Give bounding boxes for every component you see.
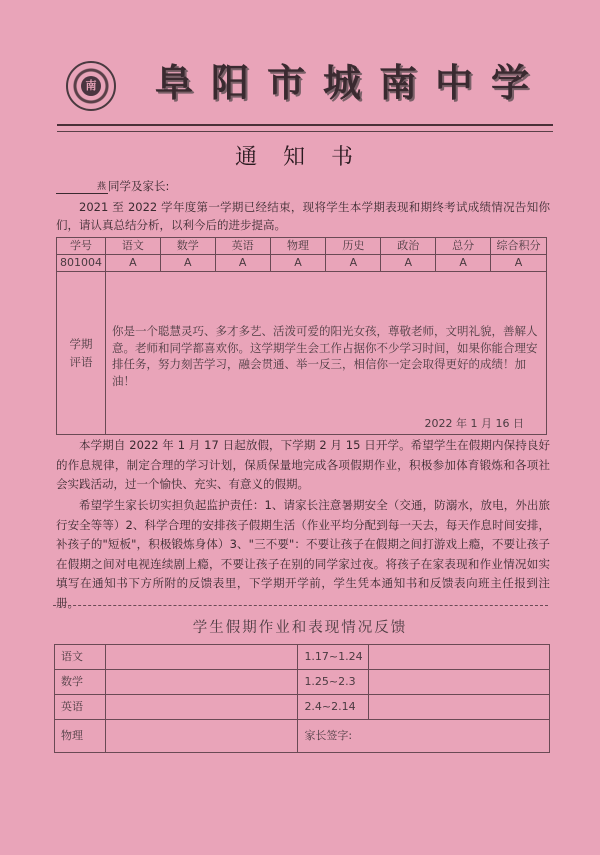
feedback-entry[interactable] (105, 720, 298, 753)
comment-label (57, 272, 106, 435)
document-title: 通知书 (234, 145, 379, 170)
greeting (56, 178, 169, 194)
feedback-entry[interactable] (369, 670, 550, 695)
school-name: 阜阳市城南中学 (155, 60, 548, 105)
header-cell: 历史 (326, 238, 381, 255)
feedback-subject: 英语 (55, 695, 106, 720)
parent-signature-field[interactable]: 家长签字: (298, 720, 550, 753)
feedback-row (55, 670, 550, 695)
comment-date: 2022 年 1 月 16 日 (424, 417, 524, 430)
grade-cell: A (270, 255, 326, 272)
grade-cell: A (215, 255, 270, 272)
grade-cell: A (160, 255, 215, 272)
header-cell: 综合积分 (491, 238, 547, 255)
grade-cell: A (326, 255, 381, 272)
parent-responsibility-paragraph: 希望学生家长切实担负起监护责任：1、请家长注意暑期安全（交通，防溺水，放电，外出旅行安全等等）2、科学合理的安排孩子假期生活（作业平均分配到每一天去，每天作息时间安排，补孩子的"短板"，积极锻炼身体）3、"三不要"：不要让孩子在假期之间打游戏上瘾，不要让孩子在假期之间对电视连续剧上瘾，不要让孩子在别的同学家过夜。将孩子在家表现和作业情况如实填写在通知书下方所附的反馈表里，下学期开学前，学生凭本通知书和反馈表向班主任报到注册。 (56, 498, 550, 610)
holiday-notice-paragraph: 本学期自 2022 年 1 月 17 日起放假，下学期 2 月 15 日开学。希望学生在假期内保持良好的作息规律，制定合理的学习计划，保质保量地完成各项假期作业，积极参加体育锻炼和各项社会实践活动，过一个愉快、充实、有意义的假期。 (56, 438, 550, 491)
grades-data-row (57, 255, 547, 272)
comment-label-text: 学期评语 (69, 337, 93, 369)
student-name-blank: 燕 (56, 181, 108, 194)
header-cell: 英语 (215, 238, 270, 255)
grade-cell: A (436, 255, 491, 272)
logo-emblem: 南 (81, 76, 101, 96)
header-cell: 学号 (57, 238, 106, 255)
grade-cell: A (381, 255, 436, 272)
student-id-cell: 801004 (57, 255, 106, 272)
feedback-entry[interactable] (105, 645, 298, 670)
header-cell: 语文 (105, 238, 160, 255)
header-rule-thin (57, 131, 553, 132)
feedback-subject: 物理 (55, 720, 106, 753)
feedback-period: 2.4~2.14 (298, 695, 369, 720)
feedback-period: 1.17~1.24 (298, 645, 369, 670)
feedback-entry[interactable] (105, 695, 298, 720)
header-rule-thick (57, 124, 553, 126)
school-logo-seal (66, 61, 116, 111)
feedback-entry[interactable] (105, 670, 298, 695)
comment-row (57, 272, 547, 435)
salutation: 同学及家长: (108, 179, 170, 193)
feedback-title: 学生假期作业和表现情况反馈 (192, 620, 408, 636)
feedback-entry[interactable] (369, 645, 550, 670)
grade-cell: A (105, 255, 160, 272)
grades-table (56, 237, 547, 435)
feedback-subject: 语文 (55, 645, 106, 670)
header-cell: 总分 (436, 238, 491, 255)
header-cell: 数学 (160, 238, 215, 255)
grades-header-row (57, 238, 547, 255)
feedback-table (54, 644, 550, 753)
grade-cell: A (491, 255, 547, 272)
feedback-subject: 数学 (55, 670, 106, 695)
feedback-row (55, 720, 550, 753)
teacher-comment: 你是一个聪慧灵巧、多才多艺、活泼可爱的阳光女孩，尊敬老师，文明礼貌，善解人意。老师和同学都喜欢你。这学期学生会工作占据你不少学习时间，如果你能合理安排任务，努力刻苦学习，融会贯通、举一反三，相信你一定会取得更好的成绩！加油！ (111, 324, 538, 388)
header-cell: 政治 (381, 238, 436, 255)
comment-cell (105, 272, 546, 435)
intro-paragraph: 2021 至 2022 学年度第一学期已经结束，现将学生本学期表现和期终考试成绩情况告知你们，请认真总结分析，以利今后的进步提高。 (56, 200, 550, 232)
feedback-row (55, 695, 550, 720)
feedback-period: 1.25~2.3 (298, 670, 369, 695)
feedback-entry[interactable] (369, 695, 550, 720)
feedback-row (55, 645, 550, 670)
cut-line (53, 605, 548, 606)
header-cell: 物理 (270, 238, 326, 255)
